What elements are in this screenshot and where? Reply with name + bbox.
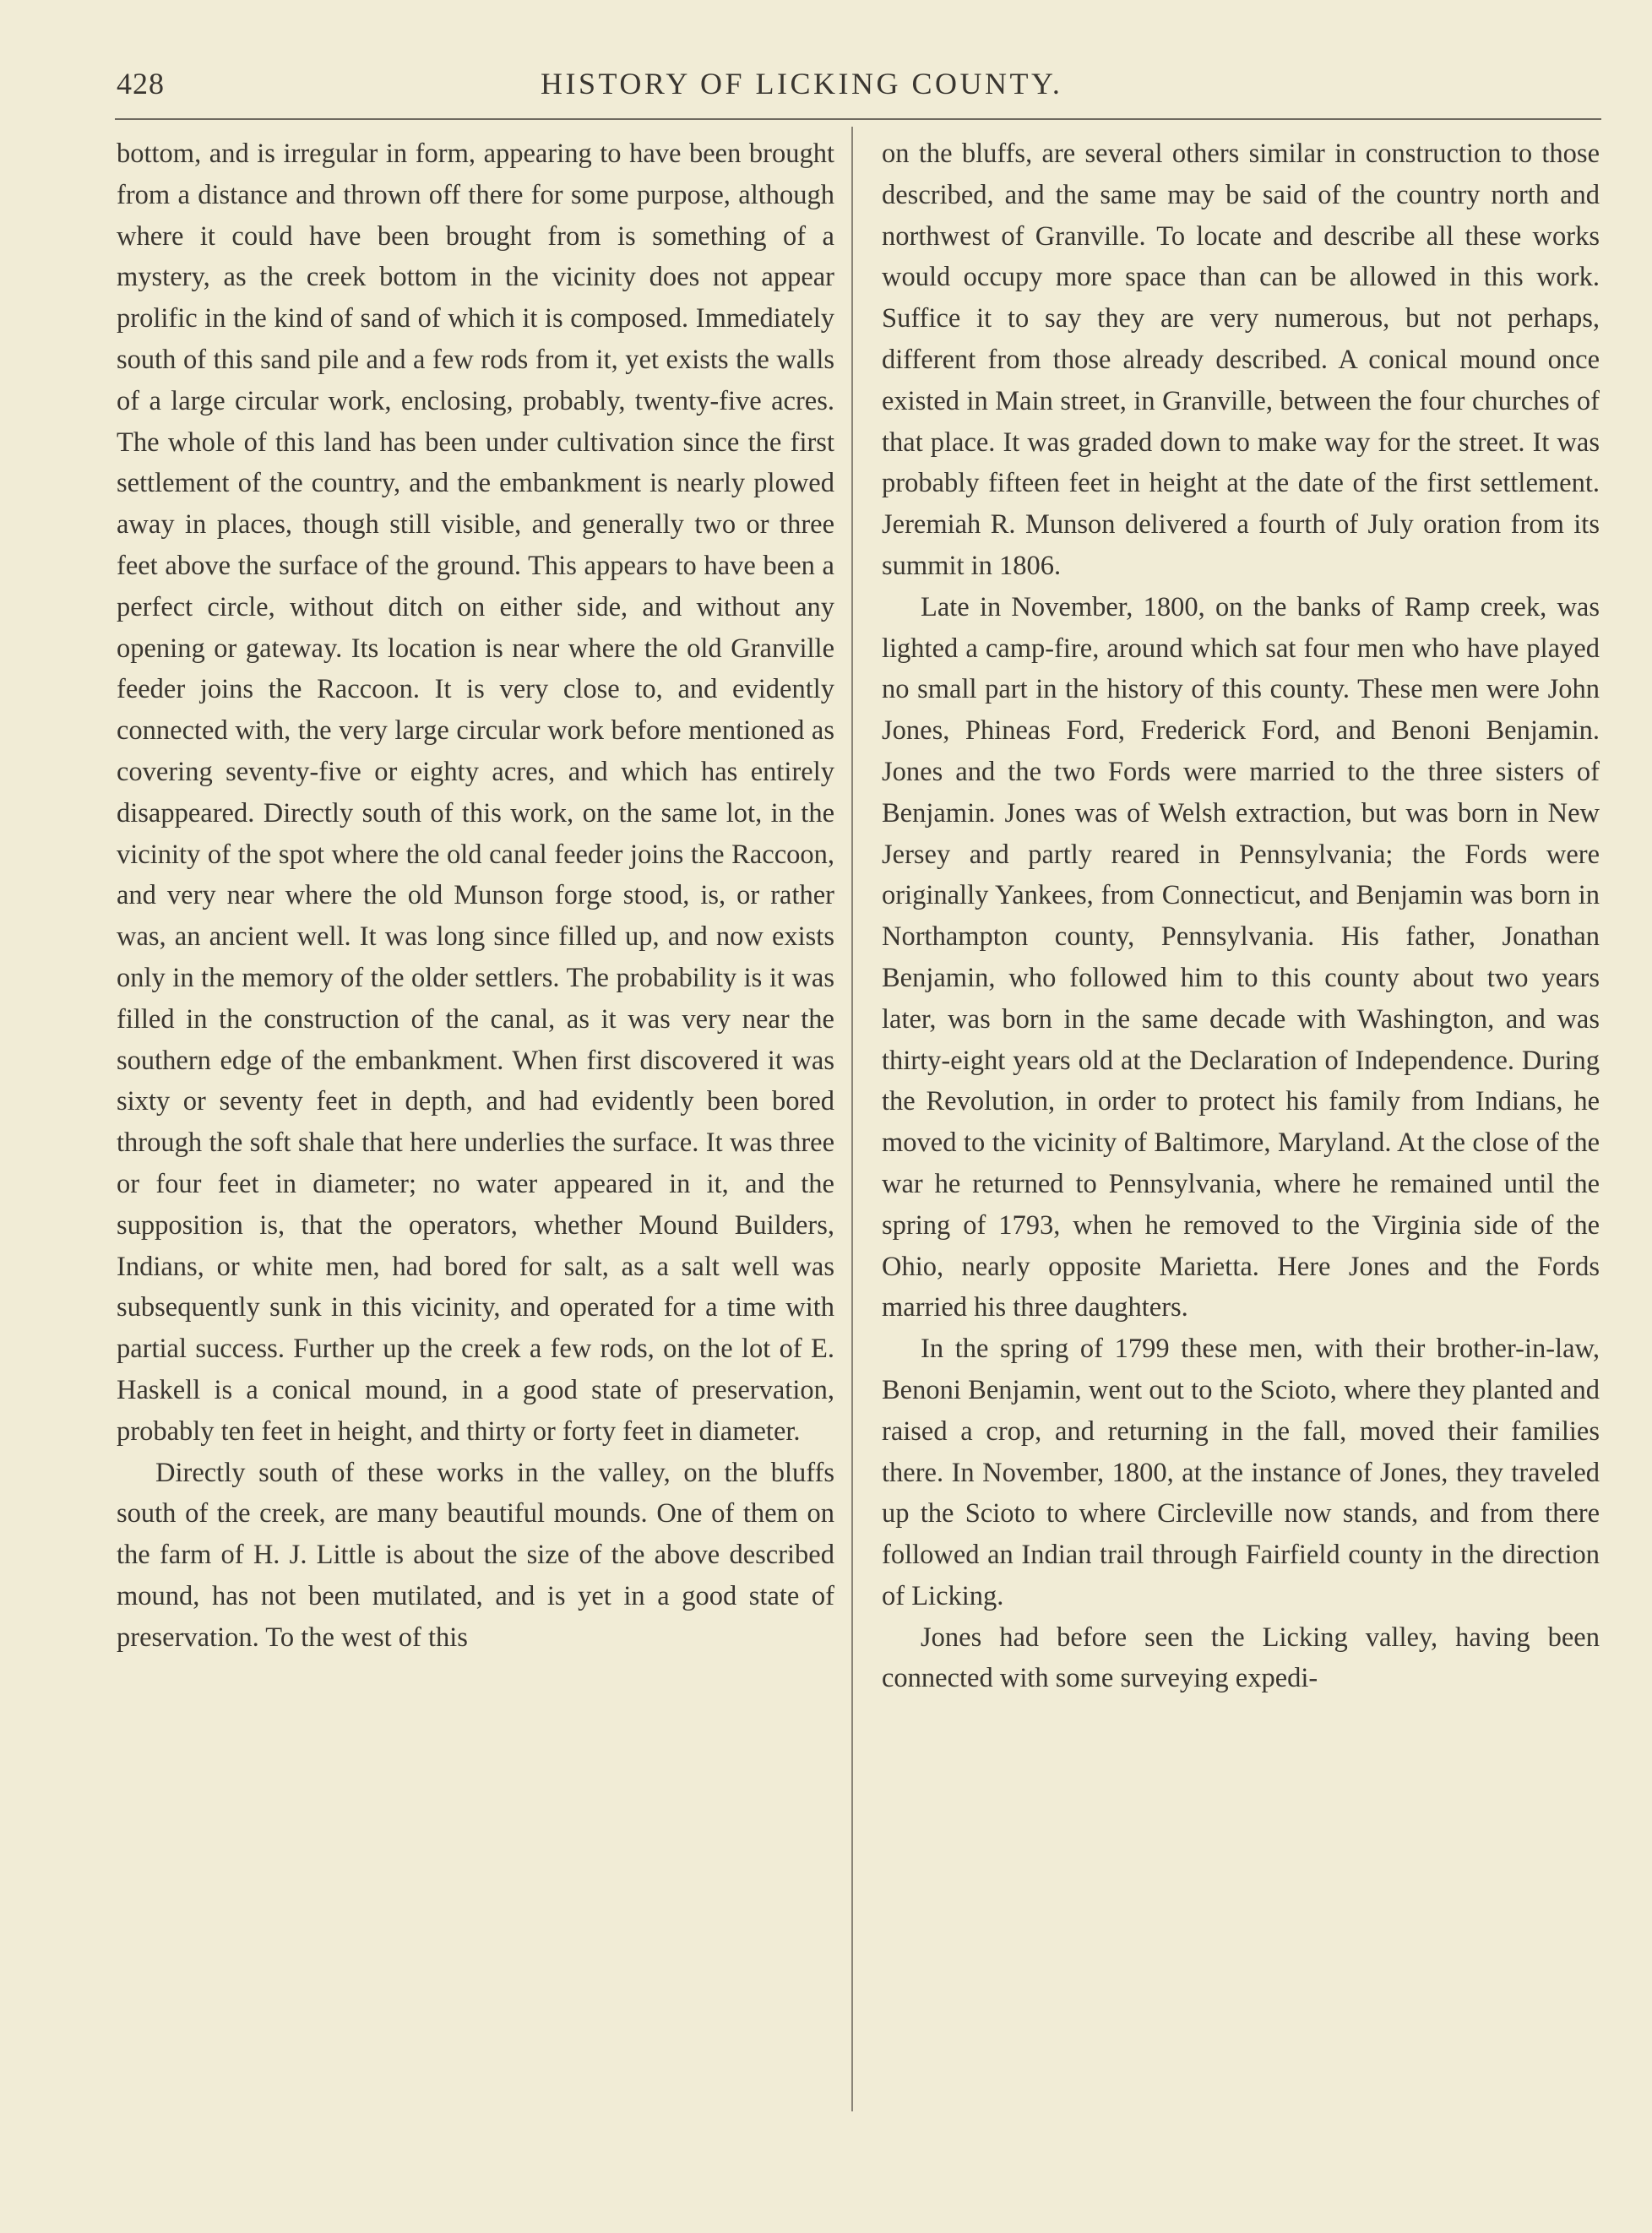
paragraph: bottom, and is irregular in form, appearing to have been brought from a distance and thrown off there for some purpose, although where it could have been brought from is something of a mystery, as the creek bottom in the vicinity does not appear prolific in the kind of sand of which it is composed. Immediately south of this sand pile and a few rods from it, yet exists the walls of a large circular work, enclosing, probably, twenty-five acres. The whole of this land has been under cultivation since the first settlement of the country, and the embankment is nearly plowed away in places, though still visible, and generally two or three feet above the surface of the ground. This appears to have been a perfect circle, without ditch on either side, and without any opening or gateway. Its location is near where the old Granville feeder joins the Raccoon. It is very close to, and evidently connected with, the very large circular work before mentioned as covering seventy-five or eighty acres, and which has entirely disappeared. Directly south of this work, on the same lot, in the vicinity of the spot where the old canal feeder joins the Raccoon, and very near where the old Munson forge stood, is, or rather was, an ancient well. It was long since filled up, and now exists only in the memory of the older settlers. The probability is it was filled in the construction of the canal, as it was very near the southern edge of the embankment. When first discovered it was sixty or seventy feet in depth, and had evidently been bored through the soft shale that here underlies the surface. It was three or four feet in diameter; no water appeared in it, and the supposition is, that the operators, whether Mound Builders, Indians, or white men, had bored for salt, as a salt well was subsequently sunk in this vicinity, and operated for a time with partial success. Further up the creek a few rods, on the lot of E. Haskell is a conical mound, in a good state of preservation, probably ten feet in height, and thirty or forty feet in diameter. <box>117 139 834 1447</box>
page-header <box>0 66 1652 108</box>
left-column <box>117 133 834 1658</box>
paragraph: Late in November, 1800, on the banks of Ramp creek, was lighted a camp-fire, around which sat four men who have played no small part in the history of this county. These men were John Jones, Phineas Ford, Frederick Ford, and Benoni Benjamin. Jones and the two Fords were married to the three sisters of Benjamin. Jones was of Welsh extraction, but was born in New Jersey and partly reared in Pennsylvania; the Fords were originally Yankees, from Connecticut, and Benjamin was born in Northampton county, Pennsylvania. His father, Jonathan Benjamin, who followed him to this county about two years later, was born in the same decade with Washington, and was thirty-eight years old at the Declaration of Independence. During the Revolution, in order to protect his family from Indians, he moved to the vicinity of Baltimore, Maryland. At the close of the war he returned to Pennsylvania, where he remained until the spring of 1793, when he removed to the Virginia side of the Ohio, nearly opposite Marietta. Here Jones and the Fords married his three daughters. <box>882 591 1600 1323</box>
page-number: 428 <box>117 67 165 101</box>
paragraph: In the spring of 1799 these men, with their brother-in-law, Benoni Benjamin, went out to the Scioto, where they planted and raised a crop, and returning in the fall, moved their families there. In November, 1800, at the instance of Jones, they traveled up the Scioto to where Circleville now stands, and from there followed an Indian trail through Fairfield county in the direction of Licking. <box>882 1334 1600 1611</box>
paragraph: Directly south of these works in the valley, on the bluffs south of the creek, are many beautiful mounds. One of them on the farm of H. J. Little is about the size of the above described mound, has not been mutilated, and is yet in a good state of preservation. To the west of this <box>117 1457 834 1653</box>
paragraph: on the bluffs, are several others similar in construction to those described, and the same may be said of the country north and northwest of Granville. To locate and describe all these works would occupy more space than can be allowed in this work. Suffice it to say they are very numerous, but not perhaps, different from those already described. A conical mound once existed in Main street, in Granville, between the four churches of that place. It was graded down to make way for the street. It was probably fifteen feet in height at the date of the first settlement. Jeremiah R. Munson delivered a fourth of July oration from its summit in 1806. <box>882 139 1600 581</box>
header-rule <box>115 118 1601 120</box>
right-column <box>882 133 1600 1699</box>
running-title: HISTORY OF LICKING COUNTY. <box>541 67 1063 101</box>
paragraph: Jones had before seen the Licking valley, having been connected with some surveying expedi- <box>882 1622 1600 1694</box>
column-divider <box>851 127 853 2111</box>
